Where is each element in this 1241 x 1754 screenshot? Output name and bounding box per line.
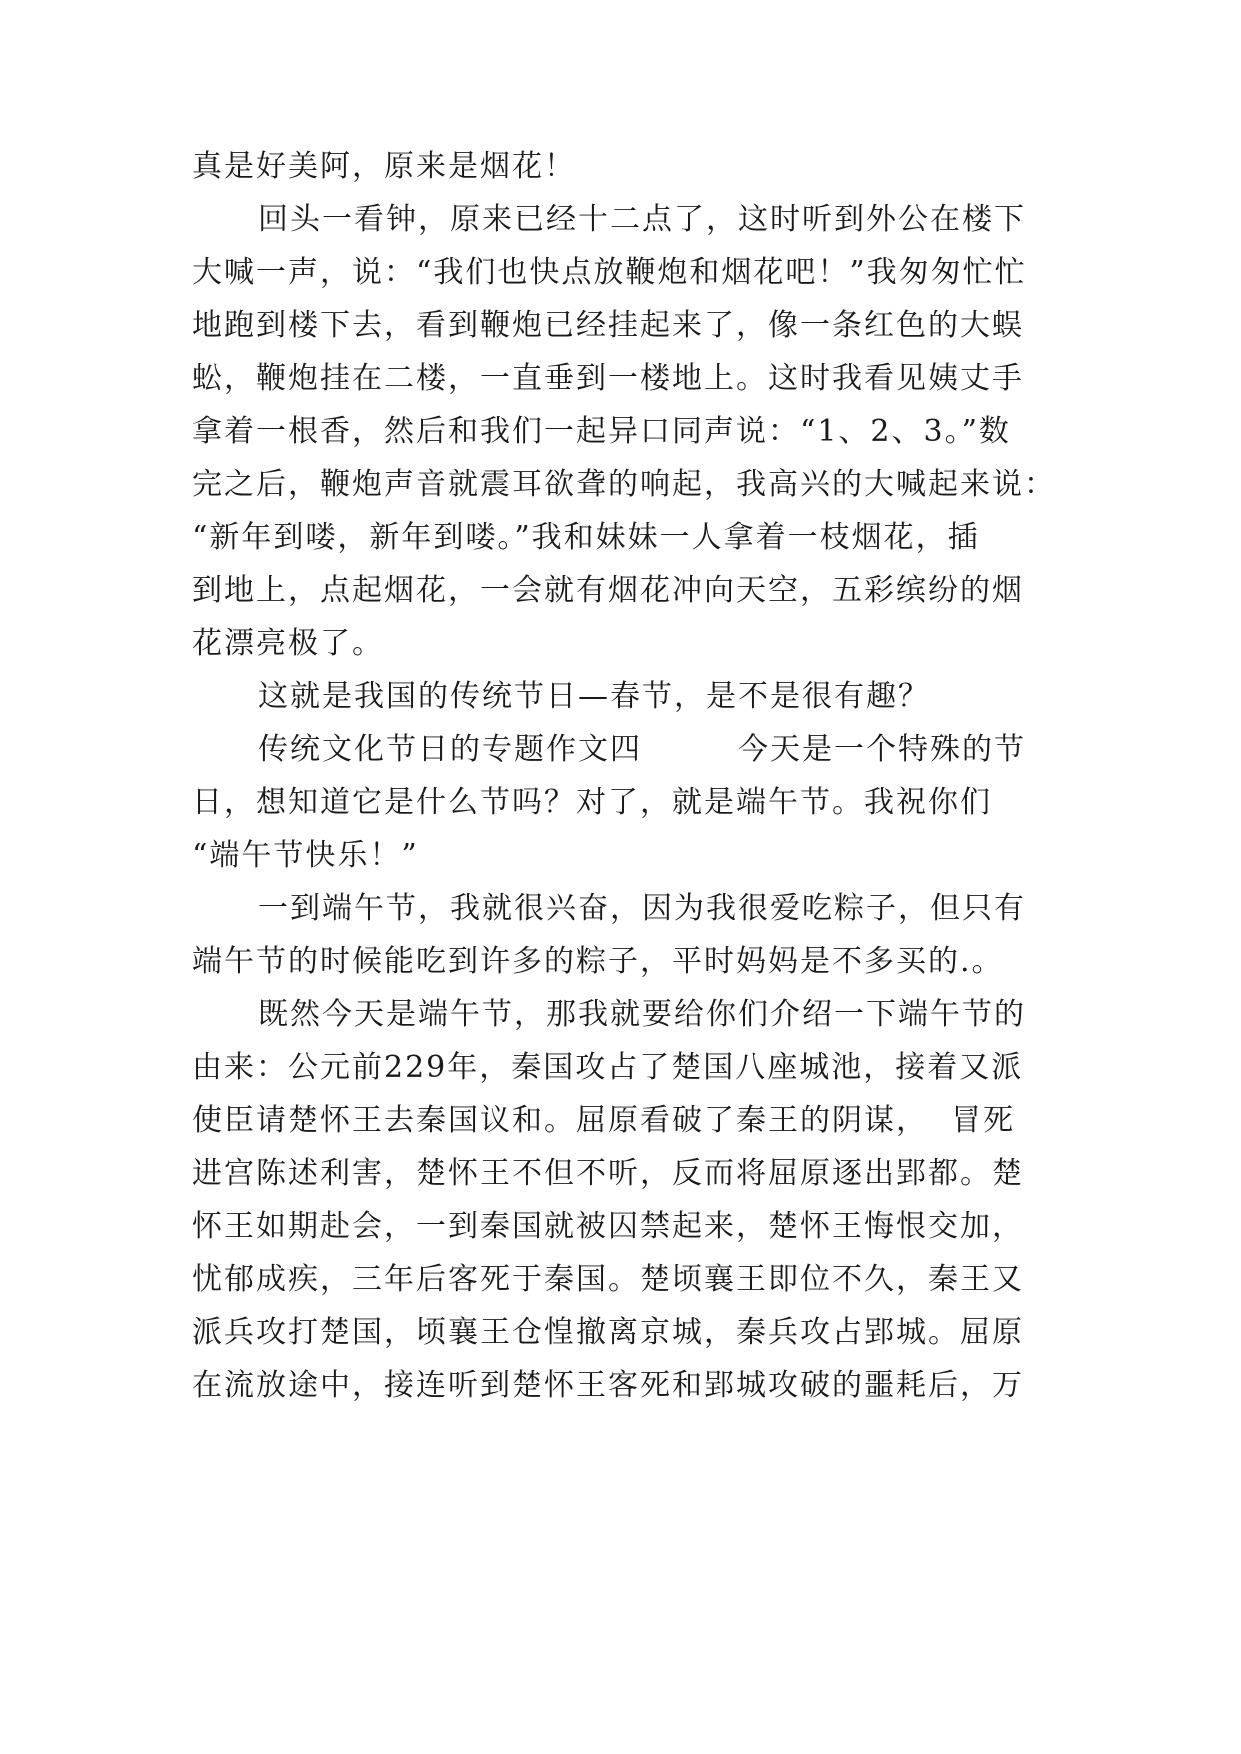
text-line-17: 既然今天是端午节，那我就要给你们介绍一下端午节的 <box>258 997 1026 1032</box>
text-line-9: 到地上，点起烟花，一会就有烟花冲向天空，五彩缤纷的烟 <box>192 573 1024 608</box>
text-line-22: 忧郁成疾，三年后客死于秦国。楚顷襄王即位不久，秦王又 <box>192 1262 1024 1297</box>
text-line-7: 完之后，鞭炮声音就震耳欲聋的响起，我高兴的大喊起来说： <box>192 467 1056 502</box>
text-line-10: 花漂亮极了。 <box>192 626 384 661</box>
text-line-15: 一到端午节，我就很兴奋，因为我很爱吃粽子，但只有 <box>258 891 1026 926</box>
text-line-12: 传统文化节日的专题作文四 今天是一个特殊的节 <box>258 732 1026 767</box>
text-line-2: 回头一看钟，原来已经十二点了，这时听到外公在楼下 <box>258 202 1026 237</box>
text-line-21: 怀王如期赴会，一到秦国就被囚禁起来，楚怀王悔恨交加， <box>192 1209 1024 1244</box>
text-line-1: 真是好美阿，原来是烟花！ <box>192 149 576 184</box>
text-line-4: 地跑到楼下去，看到鞭炮已经挂起来了，像一条红色的大蜈 <box>192 308 1024 343</box>
text-line-13: 日，想知道它是什么节吗？对了，就是端午节。我祝你们 <box>192 785 992 820</box>
text-line-20: 进宫陈述利害，楚怀王不但不听，反而将屈原逐出郢都。楚 <box>192 1156 1024 1191</box>
text-line-14: “端午节快乐！” <box>192 838 419 873</box>
text-line-24: 在流放途中，接连听到楚怀王客死和郢城攻破的噩耗后，万 <box>192 1368 1024 1403</box>
text-line-5: 蚣，鞭炮挂在二楼，一直垂到一楼地上。这时我看见姨丈手 <box>192 361 1024 396</box>
text-line-6: 拿着一根香，然后和我们一起异口同声说：“1、2、3。”数 <box>192 414 1011 449</box>
text-line-23: 派兵攻打楚国，顷襄王仓惶撤离京城，秦兵攻占郢城。屈原 <box>192 1315 1024 1350</box>
text-line-19: 使臣请楚怀王去秦国议和。屈原看破了秦王的阴谋， 冒死 <box>192 1103 1016 1138</box>
text-line-8: “新年到喽，新年到喽。”我和妹妹一人拿着一枝烟花，插 <box>192 520 980 555</box>
text-line-11: 这就是我国的传统节日—春节，是不是很有趣？ <box>258 679 930 714</box>
text-line-3: 大喊一声，说：“我们也快点放鞭炮和烟花吧！”我匆匆忙忙 <box>192 255 1027 290</box>
text-line-18: 由来：公元前229年，秦国攻占了楚国八座城池，接着又派 <box>192 1050 1024 1085</box>
text-line-16: 端午节的时候能吃到许多的粽子，平时妈妈是不多买的.。 <box>192 944 1004 979</box>
